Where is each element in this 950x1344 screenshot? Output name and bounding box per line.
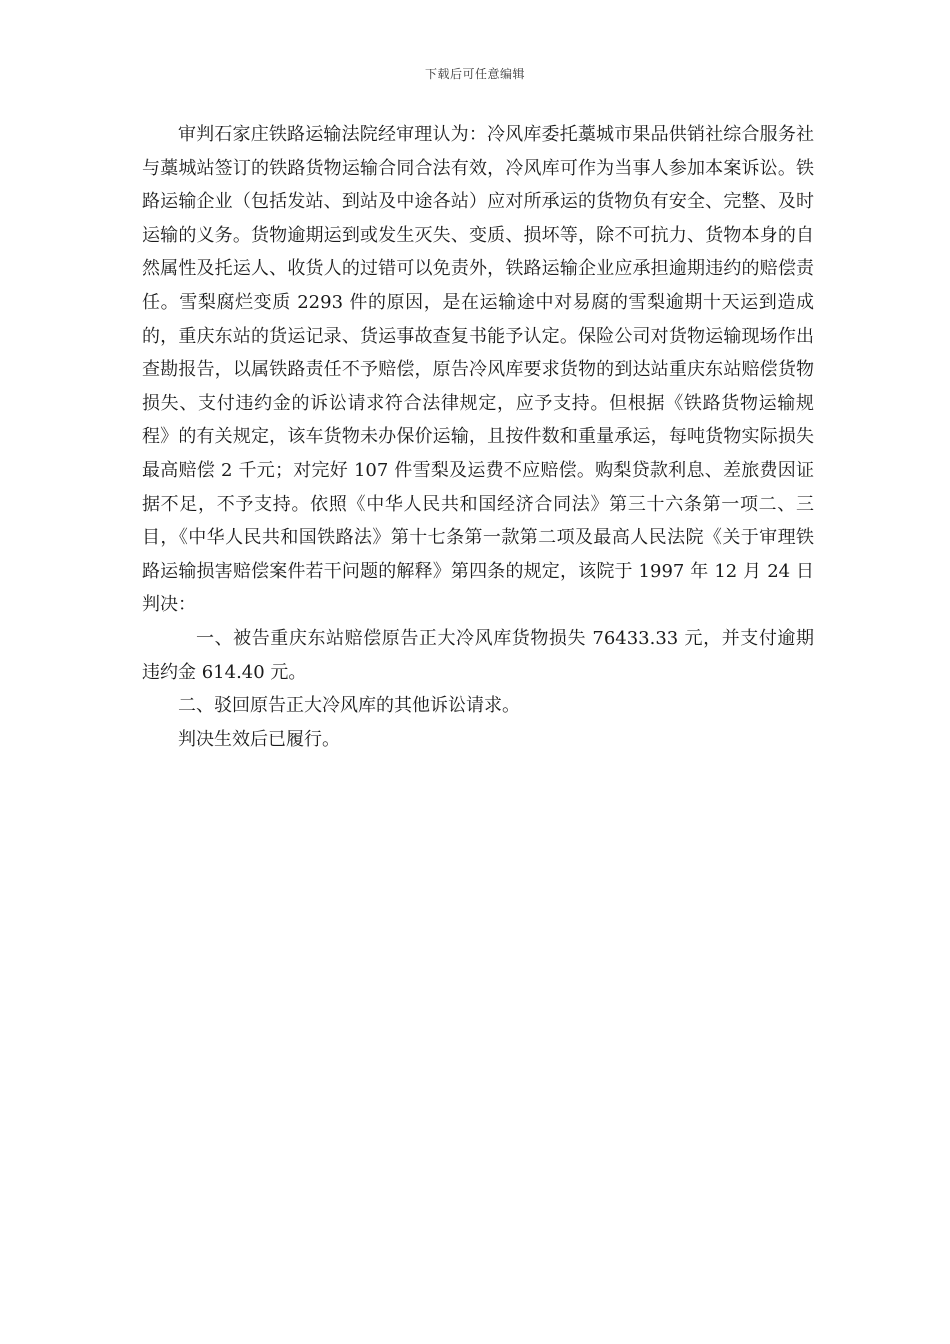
paragraph-court-reasoning: 审判石家庄铁路运输法院经审理认为：冷风库委托藁城市果品供销社综合服务社与藁城站签订的铁路货物运输合同合法有效，冷风库可作为当事人参加本案诉讼。铁路运输企业（包括发站、到站及中途各站）应对所承运的货物负有安全、完整、及时运输的义务。货物逾期运到或发生灭失、变质、损坏等，除不可抗力、货物本身的自然属性及托运人、收货人的过错可以免责外，铁路运输企业应承担逾期违约的赔偿责任。雪梨腐烂变质 2293 件的原因，是在运输途中对易腐的雪梨逾期十天运到造成的，重庆东站的货运记录、货运事故查复书能予认定。保险公司对货物运输现场作出查勘报告，以属铁路责任不予赔偿，原告冷风库要求货物的到达站重庆东站赔偿货物损失、支付违约金的诉讼请求符合法律规定，应予支持。但根据《铁路货物运输规程》的有关规定，该车货物未办保价运输，且按件数和重量承运，每吨货物实际损失最高赔偿 2 千元；对完好 107 件雪梨及运费不应赔偿。购梨贷款利息、差旅费因证据不足，不予支持。依照《中华人民共和国经济合同法》第三十六条第一项二、三目，《中华人民共和国铁路法》第十七条第一款第二项及最高人民法院《关于审理铁路运输损害赔偿案件若干问题的解释》第四条的规定，该院于 1997 年 12 月 24 日判决： xyxy=(142,124,814,616)
paragraph-execution-status: 判决生效后已履行。 xyxy=(178,728,340,750)
document-body xyxy=(142,118,814,756)
paragraph-judgment-item-one: 一、被告重庆东站赔偿原告正大冷风库货物损失 76433.33 元，并支付逾期违约金 614.40 元。 xyxy=(142,627,814,683)
header-note: 下载后可任意编辑 xyxy=(424,67,525,81)
paragraph-judgment-item-two: 二、驳回原告正大冷风库的其他诉讼请求。 xyxy=(178,695,520,717)
